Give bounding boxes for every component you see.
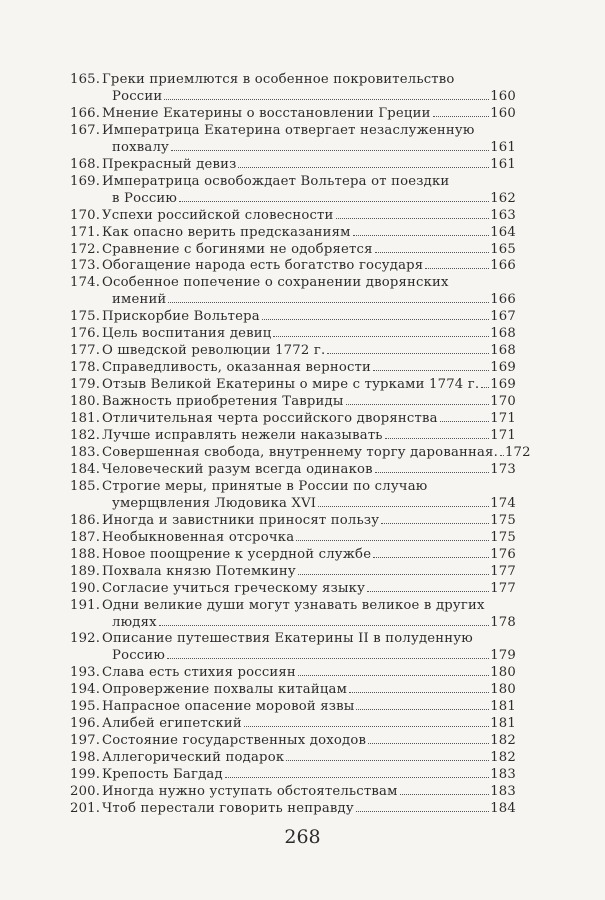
entry-page: 166 — [490, 258, 516, 274]
dot-leader — [244, 726, 489, 727]
entry-title: Чтоб перестали говорить неправду — [102, 800, 354, 816]
entry-number: 188. — [70, 546, 101, 562]
dot-leader — [168, 302, 489, 303]
dot-leader — [164, 99, 489, 100]
entry-number: 169. — [70, 173, 101, 189]
entry-title: в Россию — [112, 190, 178, 206]
entry-page: 162 — [490, 190, 516, 206]
entry-number: 171. — [70, 224, 101, 240]
entry-number: 176. — [70, 326, 101, 342]
entry-page: 170 — [490, 394, 516, 410]
entry-page: 184 — [490, 800, 516, 816]
toc-entry — [70, 462, 516, 479]
dot-leader — [346, 404, 490, 405]
dot-leader — [481, 387, 489, 388]
toc-entry — [70, 564, 516, 581]
entry-title: Необыкновенная отсрочка — [102, 529, 295, 545]
entry-number: 185. — [70, 478, 101, 494]
entry-page: 166 — [490, 292, 516, 308]
entry-title: Аллегорический подарок — [102, 750, 285, 766]
entry-title: Справедливость, оказанная верности — [102, 360, 372, 376]
table-of-contents — [70, 72, 531, 818]
entry-number: 183. — [70, 444, 101, 460]
toc-entry — [70, 377, 516, 394]
toc-entry — [70, 225, 516, 242]
entry-number: 181. — [70, 411, 101, 427]
toc-entry — [70, 360, 516, 377]
entry-title: России — [112, 88, 163, 104]
dot-leader — [375, 472, 489, 473]
dot-leader — [159, 625, 489, 626]
toc-entry — [70, 275, 516, 309]
dot-leader — [171, 150, 489, 151]
dot-leader — [400, 794, 490, 795]
entry-page: 183 — [490, 767, 516, 783]
entry-title: умерщвления Людовика XVI — [112, 495, 317, 511]
entry-title: Совершенная свобода, внутреннему торгу дарованная. — [102, 444, 498, 460]
entry-page: 183 — [490, 784, 516, 800]
entry-page: 161 — [490, 139, 516, 155]
toc-entry — [70, 258, 516, 275]
toc-entry — [70, 123, 516, 157]
entry-title: Греки приемлются в особенное покровительство — [102, 72, 455, 87]
toc-entry — [70, 394, 516, 411]
entry-title: Новое поощрение к усердной службе — [102, 546, 372, 562]
toc-entry — [70, 208, 516, 225]
entry-title: Особенное попечение о сохранении дворянских — [102, 275, 449, 291]
entry-page: 173 — [490, 461, 516, 477]
entry-title: Слава есть стихия россиян — [102, 665, 296, 681]
entry-title: Похвала князю Потемкину — [102, 563, 296, 579]
entry-title: Алибей египетский — [102, 716, 242, 732]
dot-leader — [262, 319, 489, 320]
entry-page: 180 — [490, 682, 516, 698]
entry-title: Прекрасный девиз — [102, 156, 237, 172]
toc-entry — [70, 242, 516, 259]
entry-page: 181 — [490, 716, 516, 732]
toc-entry — [70, 767, 516, 784]
toc-entry — [70, 665, 516, 682]
dot-leader — [286, 760, 489, 761]
entry-page: 181 — [490, 699, 516, 715]
entry-number: 170. — [70, 207, 101, 223]
entry-page: 175 — [490, 529, 516, 545]
dot-leader — [385, 438, 490, 439]
toc-entry — [70, 530, 516, 547]
entry-page: 175 — [490, 512, 516, 528]
toc-entry — [70, 411, 516, 428]
toc-entry — [70, 428, 516, 445]
dot-leader — [353, 235, 490, 236]
entry-page: 163 — [490, 207, 516, 223]
entry-title: Состояние государственных доходов — [102, 733, 367, 749]
dot-leader — [296, 540, 489, 541]
dot-leader — [356, 811, 489, 812]
entry-page: 168 — [490, 343, 516, 359]
dot-leader — [298, 574, 489, 575]
entry-title: Успехи российской словесности — [102, 207, 334, 223]
toc-entry — [70, 631, 516, 665]
toc-entry — [70, 682, 516, 699]
entry-page: 161 — [490, 156, 516, 172]
entry-page: 174 — [490, 495, 516, 511]
toc-entry — [70, 444, 531, 462]
dot-leader — [433, 116, 490, 117]
dot-leader — [373, 557, 489, 558]
dot-leader — [349, 692, 489, 693]
entry-title: людях — [112, 614, 157, 630]
toc-entry — [70, 343, 516, 360]
entry-title: Строгие меры, принятые в России по случаю — [102, 478, 428, 494]
entry-number: 182. — [70, 428, 101, 444]
entry-number: 189. — [70, 563, 101, 579]
dot-leader — [381, 523, 489, 524]
entry-page: 160 — [490, 88, 516, 104]
dot-leader — [225, 777, 489, 778]
entry-page: 178 — [490, 614, 516, 630]
entry-number: 184. — [70, 461, 101, 477]
dot-leader — [273, 336, 489, 337]
entry-title: Иногда и завистники приносят пользу — [102, 512, 380, 528]
entry-page: 169 — [490, 377, 516, 393]
entry-title: Опровержение похвалы китайцам — [102, 682, 348, 698]
entry-number: 178. — [70, 360, 101, 376]
toc-entry — [70, 750, 516, 767]
entry-page: 167 — [490, 309, 516, 325]
entry-page: 176 — [490, 546, 516, 562]
entry-number: 191. — [70, 597, 101, 613]
entry-number: 177. — [70, 343, 101, 359]
entry-number: 193. — [70, 665, 101, 681]
entry-number: 192. — [70, 631, 101, 647]
entry-number: 167. — [70, 122, 101, 138]
entry-number: 187. — [70, 529, 101, 545]
entry-page: 164 — [490, 224, 516, 240]
dot-leader — [368, 743, 489, 744]
entry-title: Отличительная черта российского дворянства — [102, 411, 438, 427]
toc-entry — [70, 157, 516, 174]
dot-leader — [327, 353, 489, 354]
entry-number: 197. — [70, 733, 101, 749]
entry-title: Лучше исправлять нежели наказывать — [102, 428, 383, 444]
toc-entry — [70, 784, 516, 801]
toc-entry — [70, 106, 516, 123]
entry-number: 174. — [70, 275, 101, 291]
entry-title: Мнение Екатерины о восстановлении Греции — [102, 105, 431, 121]
dot-leader — [238, 167, 489, 168]
entry-number: 186. — [70, 512, 101, 528]
entry-page: 182 — [490, 750, 516, 766]
entry-title: Императрица Екатерина отвергает незаслуженную — [102, 122, 475, 138]
entry-page: 168 — [490, 326, 516, 342]
dot-leader — [356, 709, 489, 710]
entry-title: Одни великие души могут узнавать великое в других — [102, 597, 485, 613]
entry-title: Императрица освобождает Вольтера от поездки — [102, 173, 450, 189]
dot-leader — [298, 675, 489, 676]
entry-title: О шведской революции 1772 г. — [102, 343, 326, 359]
entry-page: 177 — [490, 580, 516, 596]
entry-number: 165. — [70, 72, 101, 87]
dot-leader — [318, 506, 489, 507]
toc-entry — [70, 513, 516, 530]
entry-page: 172 — [504, 444, 531, 460]
dot-leader — [179, 201, 489, 202]
entry-number: 179. — [70, 377, 101, 393]
entry-title: похвалу — [112, 139, 169, 155]
entry-title: Иногда нужно уступать обстоятельствам — [102, 784, 398, 800]
entry-number: 173. — [70, 258, 101, 274]
entry-page: 165 — [490, 241, 516, 257]
entry-page: 171 — [490, 411, 516, 427]
entry-number: 166. — [70, 105, 101, 121]
entry-title: имений — [112, 292, 167, 308]
entry-title: Прискорбие Вольтера — [102, 309, 260, 325]
entry-number: 180. — [70, 394, 101, 410]
toc-entry — [70, 598, 516, 632]
entry-number: 172. — [70, 241, 101, 257]
entry-title: Напрасное опасение моровой язвы — [102, 699, 355, 715]
entry-title: Важность приобретения Тавриды — [102, 394, 344, 410]
entry-page: 177 — [490, 563, 516, 579]
entry-number: 195. — [70, 699, 101, 715]
toc-entry — [70, 699, 516, 716]
entry-number: 175. — [70, 309, 101, 325]
toc-entry — [70, 581, 516, 598]
entry-page: 171 — [490, 428, 516, 444]
entry-title: Обогащение народа есть богатство государя — [102, 258, 424, 274]
dot-leader — [425, 268, 489, 269]
toc-entry — [70, 479, 516, 513]
entry-title: Крепость Багдад — [102, 767, 223, 783]
entry-page: 179 — [490, 648, 516, 664]
dot-leader — [367, 591, 489, 592]
dot-leader — [336, 218, 490, 219]
entry-title: Как опасно верить предсказаниям — [102, 224, 351, 240]
entry-page: 182 — [490, 733, 516, 749]
entry-title: Описание путешествия Екатерины II в полуденную — [102, 631, 473, 647]
entry-title: Согласие учиться греческому языку — [102, 580, 366, 596]
entry-number: 194. — [70, 682, 101, 698]
entry-number: 201. — [70, 800, 101, 816]
entry-number: 199. — [70, 767, 101, 783]
dot-leader — [167, 658, 489, 659]
entry-page: 169 — [490, 360, 516, 376]
entry-number: 190. — [70, 580, 101, 596]
dot-leader — [440, 421, 490, 422]
entry-title: Цель воспитания девиц — [102, 326, 272, 342]
entry-number: 200. — [70, 784, 101, 800]
entry-page: 160 — [490, 105, 516, 121]
page-number: 268 — [284, 826, 321, 848]
toc-entry — [70, 547, 516, 564]
toc-entry — [70, 716, 516, 733]
dot-leader — [375, 252, 490, 253]
entry-page: 180 — [490, 665, 516, 681]
entry-number: 196. — [70, 716, 101, 732]
toc-entry — [70, 309, 516, 326]
entry-number: 198. — [70, 750, 101, 766]
entry-number: 168. — [70, 156, 101, 172]
toc-entry — [70, 72, 516, 106]
entry-title: Отзыв Великой Екатерины о мире с турками 1774 г. — [102, 377, 480, 393]
dot-leader — [500, 455, 504, 456]
entry-title: Сравнение с богинями не одобряется — [102, 241, 373, 257]
entry-title: Россию — [112, 648, 166, 664]
toc-entry — [70, 174, 516, 208]
toc-entry — [70, 326, 516, 343]
dot-leader — [373, 370, 489, 371]
toc-entry — [70, 801, 516, 818]
toc-entry — [70, 733, 516, 750]
entry-title: Человеческий разум всегда одинаков — [102, 461, 373, 477]
